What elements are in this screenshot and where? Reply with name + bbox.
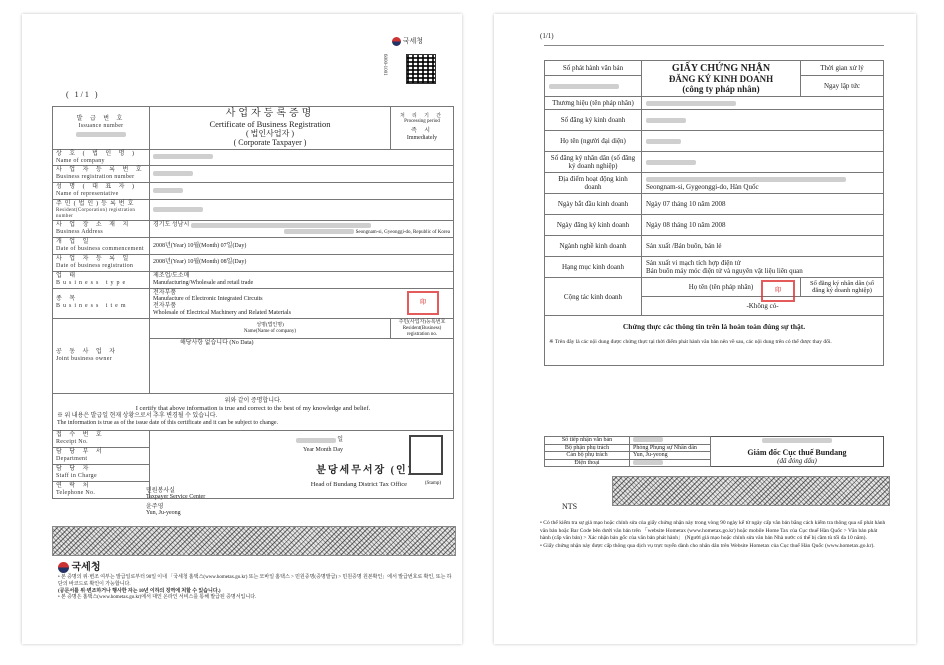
red-seal-stamp: 印 [407,291,439,315]
certificate-table: Số phát hành văn bản GIẤY CHỨNG NHẬN ĐĂNG KÝ KINH DOANH (công ty pháp nhân) Thời gian xử lý Ngay lập tức Thương hiệu (tên pháp nhân) Số đăng ký kinh doanh Họ tên (người đại diện) Số đăng ký nhân dân (số đăng ký doanh nghiệp) Địa điểm hoạt động kinh doanh Seongnam-si, Gygeonggi-do, Hàn Quốc Ngày bắt đầu kinh doanh Ngày 07 tháng 10 năm 2008 Ngày đăng ký kinh doanh Ngày 08 tháng 10 năm 2008 Ngành nghề kinh doanh Sản xuất /Bán buôn, bán lẻ Hạng mục kinh doanh Sản xuất vi mạch tích hợp điện tử Bán buôn máy móc điện tử và nguyên vật liệu liên quan Cộng tác kinh doanh Họ tên (tên pháp nhân) Số đăng ký nhân dân (số đăng ký doanh nghiệp) 印 -Không có- Chứng thực các thông tin trên là hoàn toàn đúng sự thật. ※ Trên đây là các nội dung được chứng thực tại thời điểm phát hành văn bản nên về sau, các nội dung trên có thể được thay đổi. [544,60,884,366]
office-name-ko: 분당세무서장 (인) [316,465,413,477]
red-seal-stamp: 印 [761,280,795,302]
korean-certificate-page [22,14,462,644]
staff-value: 윤주영 Yun, Ju-yeong [146,504,181,516]
table-row: 사 업 자 등 록 일 Date of business registration 2008년(Year) 10월(Month) 08일(Day) [53,254,454,271]
partner-row: Cộng tác kinh doanh Họ tên (tên pháp nhân) Số đăng ký nhân dân (số đăng ký doanh nghiệp) 印 [545,278,884,297]
serial-code: 6000-1001 [382,54,387,76]
table-row: Ngày đăng ký kinh doanh Ngày 08 tháng 10 năm 2008 [545,215,884,236]
table-row: Họ tên (người đại diện) [545,131,884,152]
table-row: 주민(법인)등록번호 Resident(Corporation) registration number [53,199,454,220]
vietnamese-translation-page [494,14,916,644]
table-row: 성 명 ( 대 표 자 ) Name of representative [53,183,454,200]
table-row: Số đăng ký nhân dân (số đăng ký doanh nghiệp) [545,152,884,173]
taeguk-icon [58,562,69,573]
official-seal [409,435,443,475]
table-row: 상 호 ( 법 인 명 ) Name of company [53,149,454,166]
verification-barcode [52,526,456,556]
table-row: Ngành nghề kinh doanh Sản xuất /Bán buôn, bán lẻ [545,236,884,257]
issuer-table: Số tiếp nhận văn bản Giám đốc Cục thuế Bundang (đã đóng dấu) Bộ phận phụ trách Phòng Phụng sự Nhân dân Cán bộ phụ trách Yun, Ju-yeong Điện thoại [544,436,884,467]
table-row: 종 목 Business item 전자부품 Manufacture of Electronic Integrated Circuits 전자부품 Wholesale of Electrical Machinery and Related Materials 印 [53,288,454,319]
footnotes: • Có thể kiểm tra sự giả mạo hoặc chỉnh sửa của giấy chứng nhận này trong vòng 90 ngày kể từ ngày cấp văn bản bằng cách kiểm tra thông qua số phát hành văn bản hoặc Bar Code bên dưới văn bản trên 「website Hometax (www.hometax.go.kr) hoặc mobile Home Tax của Cục thuế Hàn Quốc > Văn bản phát hành (cấp văn bản) > Xác nhận bản gốc của văn bản phát hành」 (Người giả mạo hoặc chỉnh sửa văn bản Nhà nước có thể bị cầm tù tối đa 10 năm). • Giấy chứng nhận này được cấp thông qua dịch vụ trực tuyến dành cho nhân dân trên Website Hometax của Cục thuế Hàn Quốc (www.hometax.go.kr). [540,520,886,550]
qr-code [406,54,436,84]
page-indicator: (1/1) [540,32,554,40]
table-row: Địa điểm hoạt động kinh doanh Seongnam-si, Gygeonggi-do, Hàn Quốc [545,173,884,194]
dept-value: 민원봉사실 Taxpayer Service Center [146,488,206,500]
joint-owner-row: 공 동 사 업 자 Joint business owner 성명(법인명) Name(Name of company) 주민(사업자)등록번호 Resident(Business) registration no. [53,319,454,339]
table-row: 사 업 장 소 재 지 Business Address 경기도 성남시 Seongnam-si, Gyeonggi-do, Republic of Korea [53,221,454,238]
table-row: 개 업 일 Date of business commencement 2008년(Year) 10월(Month) 07일(Day) [53,238,454,255]
certificate-table: 발 급 번 호 Issuance number 사업자등록증명 Certificate of Business Registration ( 법인사업자 ) ( Corporate Taxpayer ) 처 리 기 간 Processing period 즉 시 Immediately 상 호 ( 법 인 명 ) Name of company 사 업 자 등 록 번 호 Business registration number 성 명 ( 대 표 자 ) Name of representative 주민(법인)등록번호 Resident(Corporation) registration number 사 업 장 소 재 지 Business Address 경기도 성남시 Seongnam-si, Gyeonggi-do, Republic of Korea 개 업 일 Date of business commencement 2008년(Year) 10월(Month) 07일(Day) 사 업 자 등 록 일 Date of business registration 2008년(Year) 10월(Month) 08일(Day) 업 태 Business type 제조업/도소매 Manufacturing/Wholesale and retail trade 종 목 Business item 전자부품 Manufacture of Electronic Integrated Circuits 전자부품 Wholesale of Electrical Machinery and Related Materials 印 공 동 사 업 자 Joint business owner 성명(법인명) Name(Name of company) 주민(사업자)등록번호 Resident(Business) registration no. 해당사항 없습니다 (No Data) 위와 같이 증명합니다. I certify that above information is true and correct to the best of my knowledge and belief. ※ 위 내용은 발급일 현재 상황으로서 추후 변경될 수 있습니다. The information is true as of the issue date of this certificate and it can be subject to change. 접 수 번 호 Receipt No. 일 Year Month Day 분당세무서장 (인) Head of Bundang District Tax Office (Stamp) 담 당 부 서 Department 담 당 자 Staff in Charge 연 락 처 Telephone No. [52,106,454,499]
table-row: 사 업 자 등 록 번 호 Business registration number [53,166,454,183]
taeguk-icon [392,37,401,46]
table-row: Thương hiệu (tên pháp nhân) [545,97,884,110]
page-indicator: ( 1/1 ) [66,90,100,99]
table-row: 업 태 Business type 제조업/도소매 Manufacturing/Wholesale and retail trade [53,271,454,288]
title-ko: 사업자등록증명 [225,108,315,119]
table-row: Số đăng ký kinh doanh [545,110,884,131]
title-en: Certificate of Business Registration [209,118,331,129]
table-row: Hạng mục kinh doanh Sản xuất vi mạch tích hợp điện tử Bán buôn máy móc điện tử và nguyên vật liệu liên quan [545,257,884,278]
footer-logo: 국세청 [58,558,100,573]
footnotes: • 본 증명의 위·변조 여부는 발급일로부터 90일 이내 「국세청 홈택스(www.hometax.go.kr) 또는 모바일 홈택스 > 민원증명(증명발급) > 민원증명 원본확인」에서 발급번호로 확인, 또는 하단의 바코드로 확인이 가능합니다. (공문서를 위·변조하거나 행사한 자는 10년 이하의 징역에 처할 수 있습니다.) • 본 증명은 홈택스(www.hometax.go.kr)에서 대인 온라인 서비스를 통해 발급된 증명서입니다. [58,575,452,601]
nts-logo: 국세청 [392,36,423,46]
verification-barcode [612,476,890,506]
table-row: Ngày bắt đầu kinh doanh Ngày 07 tháng 10 năm 2008 [545,194,884,215]
nts-label: NTS [562,502,578,511]
